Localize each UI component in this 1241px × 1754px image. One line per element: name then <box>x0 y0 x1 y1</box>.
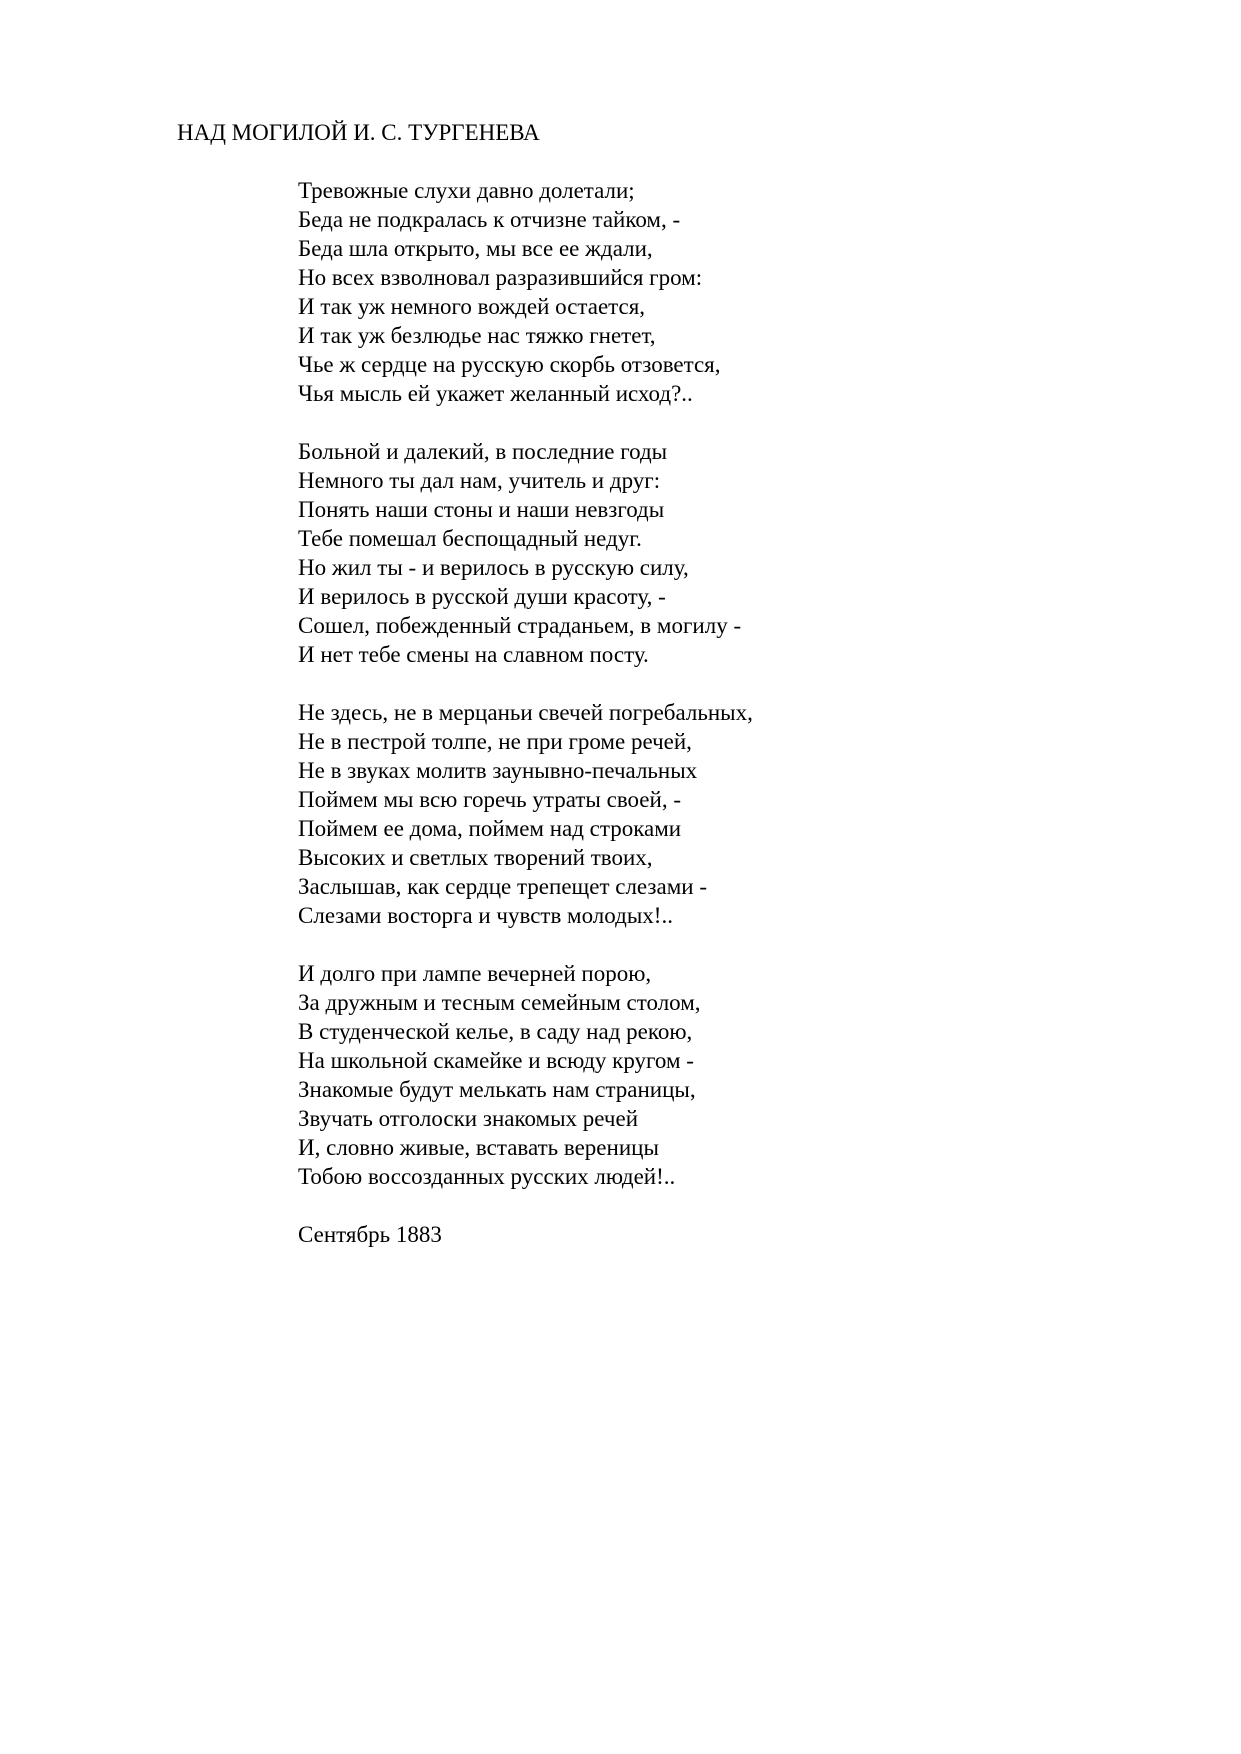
poem-line: Немного ты дал нам, учитель и друг: <box>298 468 661 493</box>
poem-line: И верилось в русской души красоту, - <box>298 584 666 609</box>
stanza-2 <box>298 437 1098 669</box>
poem-body <box>298 176 1098 1249</box>
poem-line: Тревожные слухи давно долетали; <box>298 178 635 203</box>
stanza-4 <box>298 959 1098 1191</box>
poem-line: Поймем мы всю горечь утраты своей, - <box>298 787 681 812</box>
poem-line: Тобою воссозданных русских людей!.. <box>298 1164 676 1189</box>
poem-title: НАД МОГИЛОЙ И. С. ТУРГЕНЕВА <box>177 120 540 145</box>
poem-line: Тебе помешал беспощадный недуг. <box>298 526 642 551</box>
poem-line: И долго при лампе вечерней порою, <box>298 961 652 986</box>
poem-line: Не в звуках молитв заунывно-печальных <box>298 758 698 783</box>
poem-line: Чья мысль ей укажет желанный исход?.. <box>298 381 693 406</box>
stanza-1 <box>298 176 1098 408</box>
poem-line: Но всех взволновал разразившийся гром: <box>298 265 703 290</box>
poem-line: И, словно живые, вставать вереницы <box>298 1135 659 1160</box>
poem-line: В студенческой келье, в саду над рекою, <box>298 1019 693 1044</box>
poem-line: Сошел, побежденный страданьем, в могилу - <box>298 613 742 638</box>
poem-line: Не в пестрой толпе, не при громе речей, <box>298 729 692 754</box>
poem-line: Чье ж сердце на русскую скорбь отзовется, <box>298 352 721 377</box>
poem-line: И так уж немного вождей остается, <box>298 294 646 319</box>
poem-line: Знакомые будут мелькать нам страницы, <box>298 1077 696 1102</box>
poem-line: Звучать отголоски знакомых речей <box>298 1106 639 1131</box>
poem-line: И нет тебе смены на славном посту. <box>298 642 649 667</box>
poem-line: Заслышав, как сердце трепещет слезами - <box>298 874 707 899</box>
poem-line: Но жил ты - и верилось в русскую силу, <box>298 555 689 580</box>
poem-line: Беда не подкралась к отчизне тайком, - <box>298 207 681 232</box>
poem-line: За дружным и тесным семейным столом, <box>298 990 701 1015</box>
poem-line: Больной и далекий, в последние годы <box>298 439 668 464</box>
poem-line: На школьной скамейке и всюду кругом - <box>298 1048 694 1073</box>
poem-line: Понять наши стоны и наши невзгоды <box>298 497 665 522</box>
poem-line: Не здесь, не в мерцаньи свечей погребальных, <box>298 700 753 725</box>
stanza-3 <box>298 698 1098 930</box>
poem-line: Высоких и светлых творений твоих, <box>298 845 653 870</box>
poem-line: Беда шла открыто, мы все ее ждали, <box>298 236 653 261</box>
poem-line: И так уж безлюдье нас тяжко гнетет, <box>298 323 656 348</box>
poem-line: Слезами восторга и чувств молодых!.. <box>298 903 673 928</box>
poem-date: Сентябрь 1883 <box>298 1222 442 1247</box>
poem-line: Поймем ее дома, поймем над строками <box>298 816 682 841</box>
